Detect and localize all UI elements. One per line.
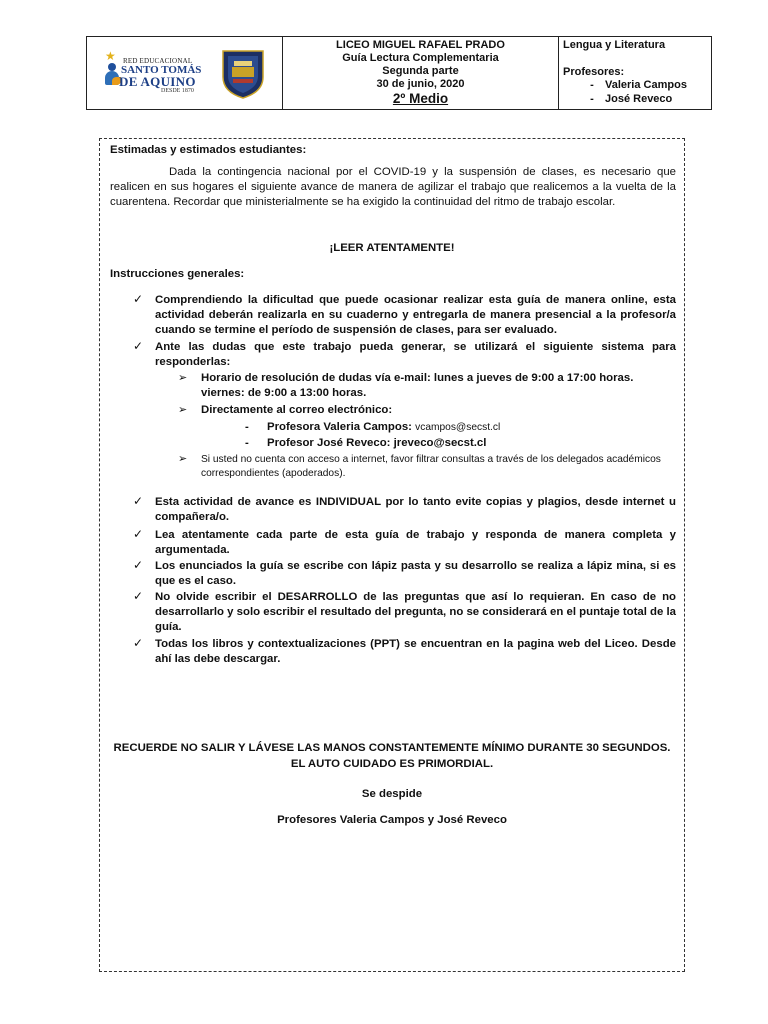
guide-date: 30 de junio, 2020 bbox=[376, 78, 465, 90]
prof1-contact: Profesora Valeria Campos: vcampos@secst.cl bbox=[267, 421, 501, 433]
arrow-icon: ➢ bbox=[178, 404, 188, 416]
prof1-email[interactable]: vcampos@secst.cl bbox=[415, 422, 501, 433]
greeting: Estimadas y estimados estudiantes: bbox=[110, 144, 307, 156]
school-name: LICEO MIGUEL RAFAEL PRADO bbox=[336, 39, 505, 51]
check-icon: ✓ bbox=[133, 527, 144, 541]
instructions-box bbox=[99, 138, 685, 972]
signature: Profesores Valeria Campos y José Reveco bbox=[277, 814, 507, 826]
document-header bbox=[86, 36, 712, 110]
prof2-email[interactable]: jreveco@secst.cl bbox=[393, 437, 487, 449]
instruction-item-7: Todas los libros y contextualizaciones (PPT) se encuentran en la pagina web del Liceo. Desde ahí las debe descargar. bbox=[155, 638, 676, 665]
teacher-row: - José Reveco bbox=[590, 92, 673, 105]
star-icon: ★ bbox=[105, 49, 116, 63]
teachers-label: Profesores: bbox=[563, 65, 625, 78]
guide-title: Guía Lectura Complementaria bbox=[342, 52, 499, 64]
sub-item-email: Directamente al correo electrónico: bbox=[201, 404, 393, 416]
reminder-line-2: EL AUTO CUIDADO ES PRIMORDIAL. bbox=[290, 758, 494, 770]
arrow-icon: ➢ bbox=[178, 453, 188, 465]
instruction-item-5: Los enunciados la guía se escribe con lápiz pasta y su desarrollo se realiza a lápiz mina, si es que es el caso. bbox=[155, 560, 676, 587]
logos-cell bbox=[87, 37, 283, 109]
instructions-title: Instrucciones generales: bbox=[110, 268, 245, 280]
sub-item-no-internet: Si usted no cuenta con acceso a internet, favor filtrar consultas a través de los delegados académicos correspondientes (apoderados). bbox=[201, 454, 661, 479]
check-icon: ✓ bbox=[133, 558, 144, 572]
check-icon: ✓ bbox=[133, 589, 144, 603]
attention-heading: ¡LEER ATENTAMENTE! bbox=[329, 242, 455, 254]
santo-tomas-logo: ★ RED EDUCACIONAL SANTO TOMÁS DE AQUINO DESDE 1870 bbox=[105, 49, 202, 94]
sub-item-schedule: Horario de resolución de dudas vía e-mail: lunes a jueves de 9:00 a 17:00 horas. viernes: de 9:00 a 13:00 horas. bbox=[201, 372, 634, 399]
check-icon: ✓ bbox=[133, 636, 144, 650]
instruction-item-1: Comprendiendo la dificultad que puede ocasionar realizar esta guía de manera online, esta actividad deberán realizarla en su cuaderno y entregarla de manera presencial a la profesor/a cuando se termine el período de suspensión de clases, para ser evaluado. bbox=[155, 294, 676, 336]
grade-label: 2º Medio bbox=[392, 91, 449, 106]
header-title-cell bbox=[283, 37, 559, 109]
instruction-item-2: Ante las dudas que este trabajo pueda generar, se utilizará el siguiente sistema para responderlas: bbox=[155, 341, 676, 368]
instruction-item-4: Lea atentamente cada parte de esta guía de trabajo y responda de manera completa y argumentada. bbox=[155, 529, 676, 556]
check-icon: ✓ bbox=[133, 292, 144, 306]
arrow-icon: ➢ bbox=[178, 372, 188, 384]
guide-part: Segunda parte bbox=[382, 65, 459, 77]
check-icon: ✓ bbox=[133, 339, 144, 353]
subject-label: Lengua y Literatura bbox=[563, 39, 666, 51]
person-figure-icon bbox=[105, 63, 119, 85]
dash-bullet: - bbox=[245, 437, 249, 449]
school-crest-icon bbox=[219, 47, 267, 99]
instruction-item-3: Esta actividad de avance es INDIVIDUAL por lo tanto evite copias y plagios, desde internet u compañera/o. bbox=[155, 496, 676, 523]
farewell: Se despide bbox=[361, 788, 423, 800]
instruction-item-6: No olvide escribir el DESARROLLO de las preguntas que así lo requieran. En caso de no desarrollarlo y solo escribir el resultado del pregunta, no se considerará en el puntaje total de la guía. bbox=[155, 591, 676, 633]
check-icon: ✓ bbox=[133, 494, 144, 508]
dash-bullet: - bbox=[245, 421, 249, 433]
header-subject-cell bbox=[559, 37, 711, 109]
teacher-row: - Valeria Campos bbox=[590, 79, 687, 91]
reminder-line-1: RECUERDE NO SALIR Y LÁVESE LAS MANOS CONSTANTEMENTE MÍNIMO DURANTE 30 SEGUNDOS. bbox=[113, 742, 671, 754]
prof2-contact: Profesor José Reveco: jreveco@secst.cl bbox=[267, 437, 487, 449]
intro-paragraph: Dada la contingencia nacional por el COVID-19 y la suspensión de clases, es necesario que realicen en sus hogares el siguiente avance de manera de agilizar el trabajo que realicemos a la vuelta de la cuarentena. Recordar que ministerialmente se ha exigido la continuidad del ritmo de trabajo escolar. bbox=[110, 166, 676, 208]
